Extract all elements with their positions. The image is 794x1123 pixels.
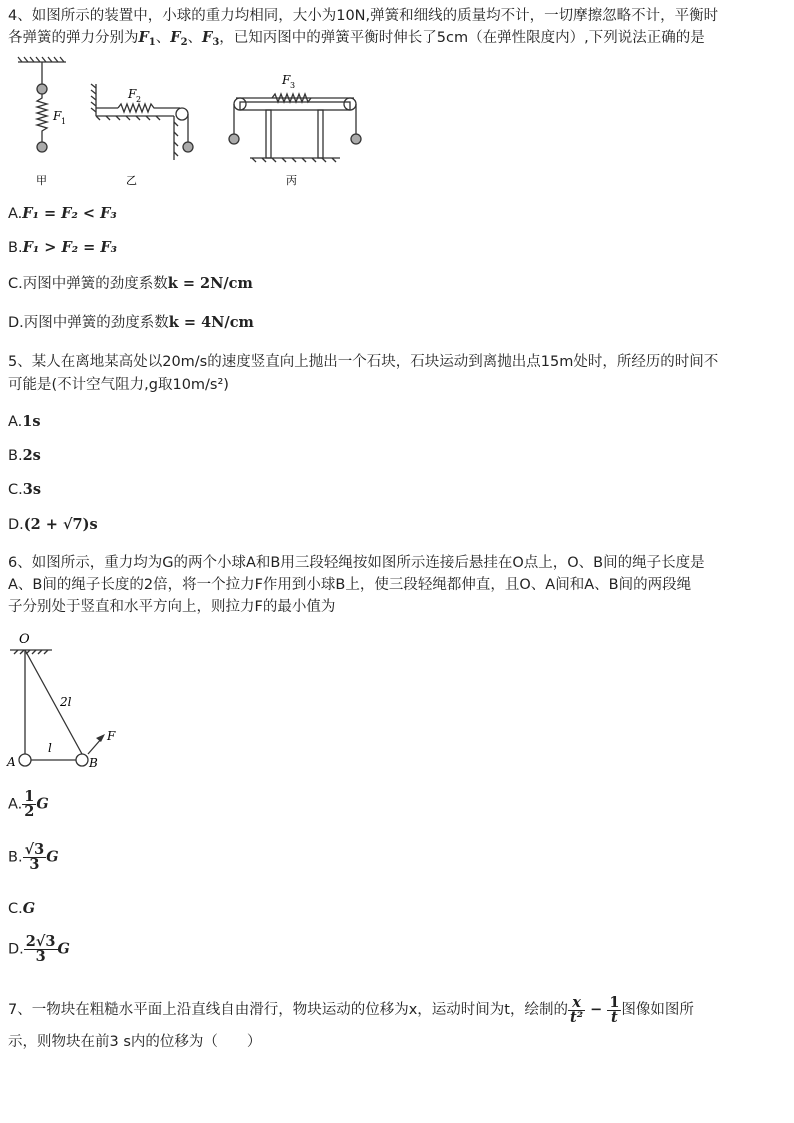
fraction-x-over-t2: $\frac{x}{\text{t²}}$ bbox=[570, 993, 584, 1026]
point-o-label: O bbox=[19, 632, 30, 647]
q5-stem-line-1: 5、某人在离地某高处以20m/s的速度竖直向上抛出一个石块，石块运动到离抛出点15m处时，所经历的时间不 bbox=[8, 354, 719, 370]
f1-sub: 1 bbox=[61, 117, 67, 126]
figure-jia bbox=[18, 57, 66, 152]
q4-stem-line-1: 4、如图所示的装置中，小球的重力均相同，大小为10N,弹簧和细线的质量均不计，一切摩擦忽略不计，平衡时 bbox=[8, 8, 719, 24]
q4-stem-line-2: 各弹簧的弹力分别为$F_1$、$F_2$、$F_3$，已知丙图中的弹簧平衡时伸长了5cm（在弹性限度内）,下列说法正确的是 bbox=[8, 29, 705, 48]
q7-stem-line-2: 示，则物块在前3 s内的位移为（ ） bbox=[8, 1034, 262, 1050]
fraction-one-half: $\frac{1}{2}$ bbox=[24, 788, 35, 820]
figure-yi bbox=[91, 84, 193, 160]
q5-stem-line-2: 可能是(不计空气阻力,g取10m/s²) bbox=[8, 377, 229, 393]
f3-label: F bbox=[282, 73, 291, 87]
f1-label: F bbox=[53, 109, 62, 123]
q6-stem-line-1: 6、如图所示，重力均为G的两个小球A和B用三段轻绳按如图所示连接后悬挂在O点上，O、B间的绳子长度是 bbox=[8, 555, 705, 571]
q4-figure bbox=[10, 56, 370, 192]
force-f-label: F bbox=[107, 729, 116, 743]
q6-figure bbox=[4, 628, 134, 776]
q6-option-a[interactable]: A. $\frac{1}{2}$ G bbox=[8, 788, 49, 820]
fraction-root3-over-3: $\frac{√3}{3}$ bbox=[24, 841, 45, 873]
f3-sub: 3 bbox=[290, 81, 296, 90]
label-bing: 丙 bbox=[286, 174, 297, 187]
q7-stem-line-1: 7、一物块在粗糙水平面上沿直线自由滑行，物块运动的位移为x，运动时间为t，绘制的 $\frac{x}{\text{t²}}$ − $\frac{1}{t}$ 图像如图所 bbox=[8, 993, 694, 1026]
label-yi: 乙 bbox=[126, 174, 137, 187]
q4-option-a[interactable]: A.F₁ = F₂ < F₃ bbox=[8, 205, 117, 222]
q5-option-b[interactable]: B.2s bbox=[8, 447, 41, 464]
q6-option-b[interactable]: B. $\frac{√3}{3}$ G bbox=[8, 841, 59, 873]
q4-option-d[interactable]: D.丙图中弹簧的劲度系数k = 4N/cm bbox=[8, 314, 254, 331]
length-2l-label: 2l bbox=[60, 695, 72, 709]
q4-option-c[interactable]: C.丙图中弹簧的劲度系数k = 2N/cm bbox=[8, 275, 253, 292]
q6-stem-line-2: A、B间的绳子长度的2倍，将一个拉力F作用到小球B上，使三段轻绳都伸直，且O、A间和A、B间的两段绳 bbox=[8, 577, 692, 593]
point-a-label: A bbox=[7, 755, 16, 769]
f2-sub: 2 bbox=[136, 95, 142, 104]
f2-label: F bbox=[128, 87, 137, 101]
label-jia: 甲 bbox=[36, 174, 47, 187]
q5-option-c[interactable]: C.3s bbox=[8, 481, 41, 498]
fraction-2root3-over-3: $\frac{2√3}{3}$ bbox=[25, 933, 56, 965]
fraction-1-over-t: $\frac{1}{t}$ bbox=[609, 993, 620, 1026]
q6-stem-line-3: 子分别处于竖直和水平方向上，则拉力F的最小值为 bbox=[8, 599, 336, 615]
q5-option-d[interactable]: D.(2 + √7)s bbox=[8, 516, 98, 533]
q6-option-d[interactable]: D. $\frac{2√3}{3}$ G bbox=[8, 933, 70, 965]
q6-option-c[interactable]: C.G bbox=[8, 900, 36, 917]
length-l-label: l bbox=[48, 741, 52, 755]
q5-option-a[interactable]: A.1s bbox=[8, 413, 41, 430]
q4-option-b[interactable]: B.F₁ > F₂ = F₃ bbox=[8, 239, 117, 256]
point-b-label: B bbox=[89, 756, 98, 770]
figure-bing bbox=[229, 94, 361, 162]
